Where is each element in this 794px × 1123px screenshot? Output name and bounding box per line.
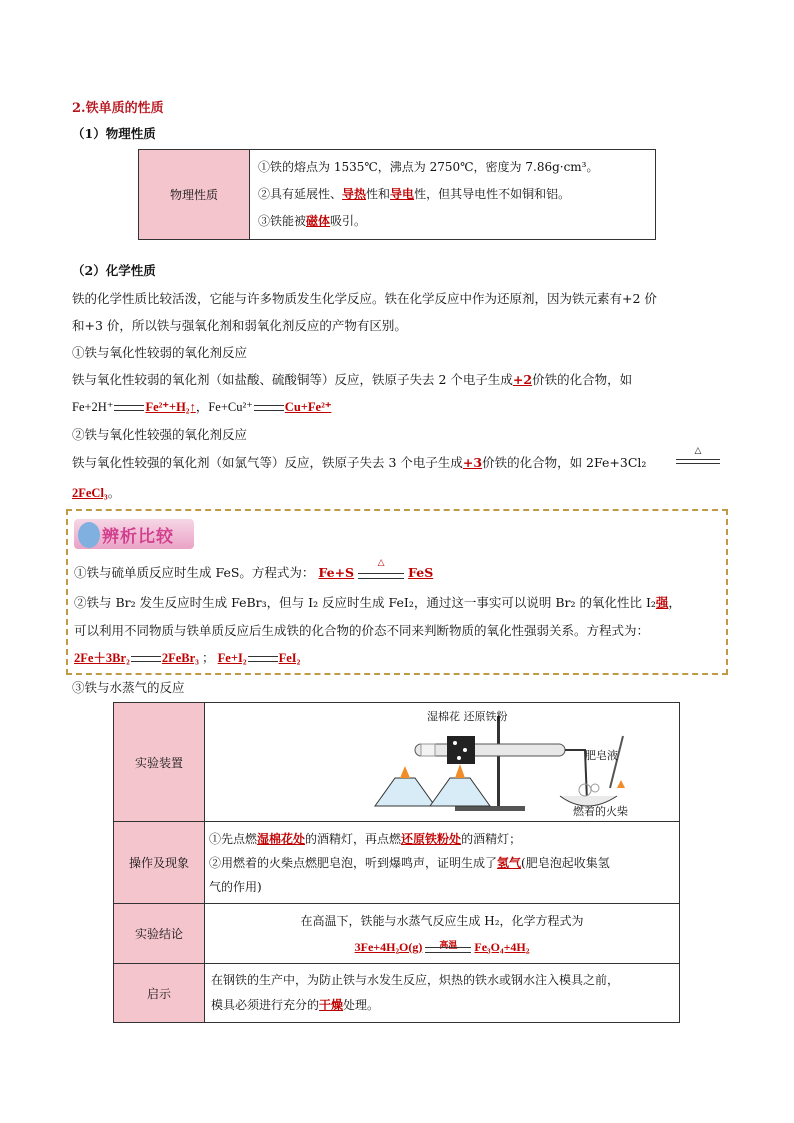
compare-badge: 辨析比较 <box>74 519 194 549</box>
intro-line-2: 和+3 价，所以铁与强氧化剂和弱氧化剂反应的产物有区别。 <box>72 318 407 333</box>
heat-arrow-icon: △ <box>676 450 720 466</box>
hint-content <box>205 964 680 1023</box>
conclusion-text: 在高温下，铁能与水蒸气反应生成 H₂，化学方程式为 <box>300 913 584 928</box>
physical-table <box>138 149 656 240</box>
physical-content <box>250 150 656 240</box>
ops-line-2: ②用燃着的火柴点燃肥皂泡，听到爆鸣声，证明生成了氢气(肥皂泡起收集氢 <box>209 855 610 870</box>
equals-sign-icon <box>131 656 161 662</box>
physical-heading: （1）物理性质 <box>72 126 156 141</box>
high-temp-arrow-icon: 高温 <box>425 941 471 955</box>
hint-label: 启示 <box>114 964 205 1023</box>
equals-sign-icon <box>248 656 278 662</box>
equals-sign-icon <box>114 405 144 411</box>
physical-line-2: ②具有延展性、导热性和导电性，但其导电性不如铜和铝。 <box>258 187 571 201</box>
ops-line-1: ①先点燃湿棉花处的酒精灯，再点燃还原铁粉处的酒精灯； <box>209 831 522 846</box>
steam-heading: ③铁与水蒸气的反应 <box>72 680 185 695</box>
physical-line-1: ①铁的熔点为 1535℃，沸点为 2750℃，密度为 7.86g·cm³。 <box>258 160 599 174</box>
compare-line-1: ①铁与硫单质反应时生成 FeS。方程式为： Fe+S △ FeS <box>74 557 434 580</box>
hint-line-2: 模具必须进行充分的干燥处理。 <box>211 998 380 1012</box>
weak-heading: ①铁与氧化性较弱的氧化剂反应 <box>72 345 248 360</box>
physical-line-3: ③铁能被磁体吸引。 <box>258 214 367 228</box>
physical-label: 物理性质 <box>139 150 250 240</box>
device-figure-cell <box>205 703 680 822</box>
fig-label-soap: 肥皂液 <box>585 749 618 762</box>
conclusion-label: 实验结论 <box>114 904 205 964</box>
strong-text: 铁与氧化性较强的氧化剂（如氯气等）反应，铁原子失去 3 个电子生成+3价铁的化合物，如 2Fe+3Cl₂ <box>72 455 647 470</box>
conclusion-content <box>205 904 680 964</box>
strong-heading: ②铁与氧化性较强的氧化剂反应 <box>72 427 248 442</box>
ops-content <box>205 822 680 904</box>
compare-line-3: 可以利用不同物质与铁单质反应后生成铁的化合物的价态不同来判断物质的氧化性强弱关系。方程式为： <box>74 623 650 638</box>
cartoon-figure-icon <box>78 522 100 548</box>
device-label: 实验装置 <box>114 703 205 822</box>
compare-line-2: ②铁与 Br₂ 发生反应时生成 FeBr₃，但与 I₂ 反应时生成 FeI₂，通过这一事实可以说明 Br₂ 的氧化性比 I₂强， <box>74 595 681 610</box>
fig-label-cotton-iron: 湿棉花 还原铁粉 <box>427 710 508 723</box>
ops-line-3: 气的作用) <box>209 879 262 894</box>
conclusion-equation: 3Fe+4H₂O(g) 高温 Fe₃O₄+4H₂ <box>354 939 530 954</box>
hint-line-1: 在钢铁的生产中，为防止铁与水发生反应，炽热的铁水或钢水注入模具之前， <box>211 973 620 987</box>
strong-equation: 2FeCl₃。 <box>72 486 121 500</box>
fig-label-match: 燃着的火柴 <box>573 805 628 818</box>
steam-table <box>113 702 680 1023</box>
compare-box <box>66 509 728 675</box>
ops-label: 操作及现象 <box>114 822 205 904</box>
weak-equations: Fe+2H⁺ Fe²⁺+H₂↑，Fe+Cu²⁺ Cu+Fe²⁺ <box>72 400 332 414</box>
section-heading: 2.铁单质的性质 <box>72 101 164 116</box>
heat-arrow-icon: △ <box>358 567 404 581</box>
compare-equations: 2Fe＋3Br₂ 2FeBr₃ ； Fe+I₂ FeI₂ <box>74 651 301 665</box>
intro-line-1: 铁的化学性质比较活泼，它能与许多物质发生化学反应。铁在化学反应中作为还原剂，因为铁元素有+2 价 <box>72 291 657 306</box>
chemical-heading: （2）化学性质 <box>72 263 156 278</box>
weak-text: 铁与氧化性较弱的氧化剂（如盐酸、硫酸铜等）反应，铁原子失去 2 个电子生成+2价铁的化合物，如 <box>72 372 633 387</box>
equals-sign-icon <box>254 405 284 411</box>
